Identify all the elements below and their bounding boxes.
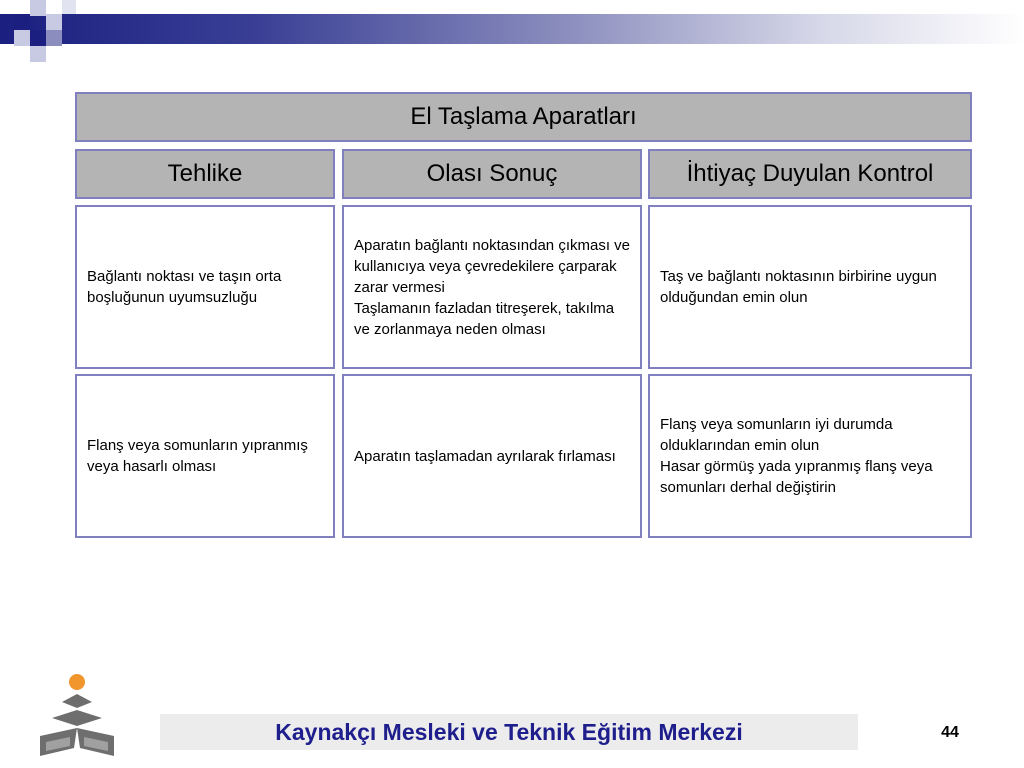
table-cell-control — [648, 205, 972, 369]
cell-text: Aparatın bağlantı noktasından çıkması ve kullanıcıya veya çevredekilere çarparak zarar vermesi Taşlamanın fazladan titreşerek, takılma ve zorlanmaya neden olması — [354, 236, 630, 338]
decor-square — [46, 14, 62, 30]
table-cell-hazard — [75, 374, 335, 538]
column-header-label: İhtiyaç Duyulan Kontrol — [686, 160, 934, 187]
cell-text: Flanş veya somunların iyi durumda olduklarından emin olun Hasar görmüş yada yıpranmış flanş veya somunları derhal değiştirin — [660, 416, 933, 496]
cell-text: Taş ve bağlantı noktasının birbirine uygun olduğundan emin olun — [660, 268, 937, 306]
footer-bar — [160, 714, 858, 750]
table-cell-consequence — [342, 205, 642, 369]
table-cell-consequence — [342, 374, 642, 538]
page-number: 44 — [941, 724, 959, 741]
decor-square — [30, 46, 46, 62]
column-header-control — [648, 149, 972, 199]
decor-square — [30, 0, 46, 16]
decor-square — [62, 0, 76, 14]
table-cell-hazard — [75, 205, 335, 369]
table-cell-control — [648, 374, 972, 538]
decor-square — [14, 14, 30, 30]
cell-text: Aparatın taşlamadan ayrılarak fırlaması — [354, 447, 616, 465]
top-gradient-bar — [0, 14, 1024, 44]
column-header-label: Tehlike — [167, 160, 243, 187]
column-header-consequence — [342, 149, 642, 199]
cell-text: Bağlantı noktası ve taşın orta boşluğunun uyumsuzluğu — [87, 268, 282, 306]
institution-logo-icon — [32, 672, 122, 758]
decor-square — [30, 30, 46, 46]
column-header-label: Olası Sonuç — [426, 160, 558, 187]
institution-name: Kaynakçı Mesleki ve Teknik Eğitim Merkezi — [275, 718, 743, 745]
column-header-hazard — [75, 149, 335, 199]
decor-square — [14, 30, 30, 46]
decor-square — [46, 30, 62, 46]
table-title — [75, 92, 972, 142]
table-title-text: El Taşlama Aparatları — [410, 103, 637, 130]
cell-text: Flanş veya somunların yıpranmış veya hasarlı olması — [87, 437, 308, 475]
